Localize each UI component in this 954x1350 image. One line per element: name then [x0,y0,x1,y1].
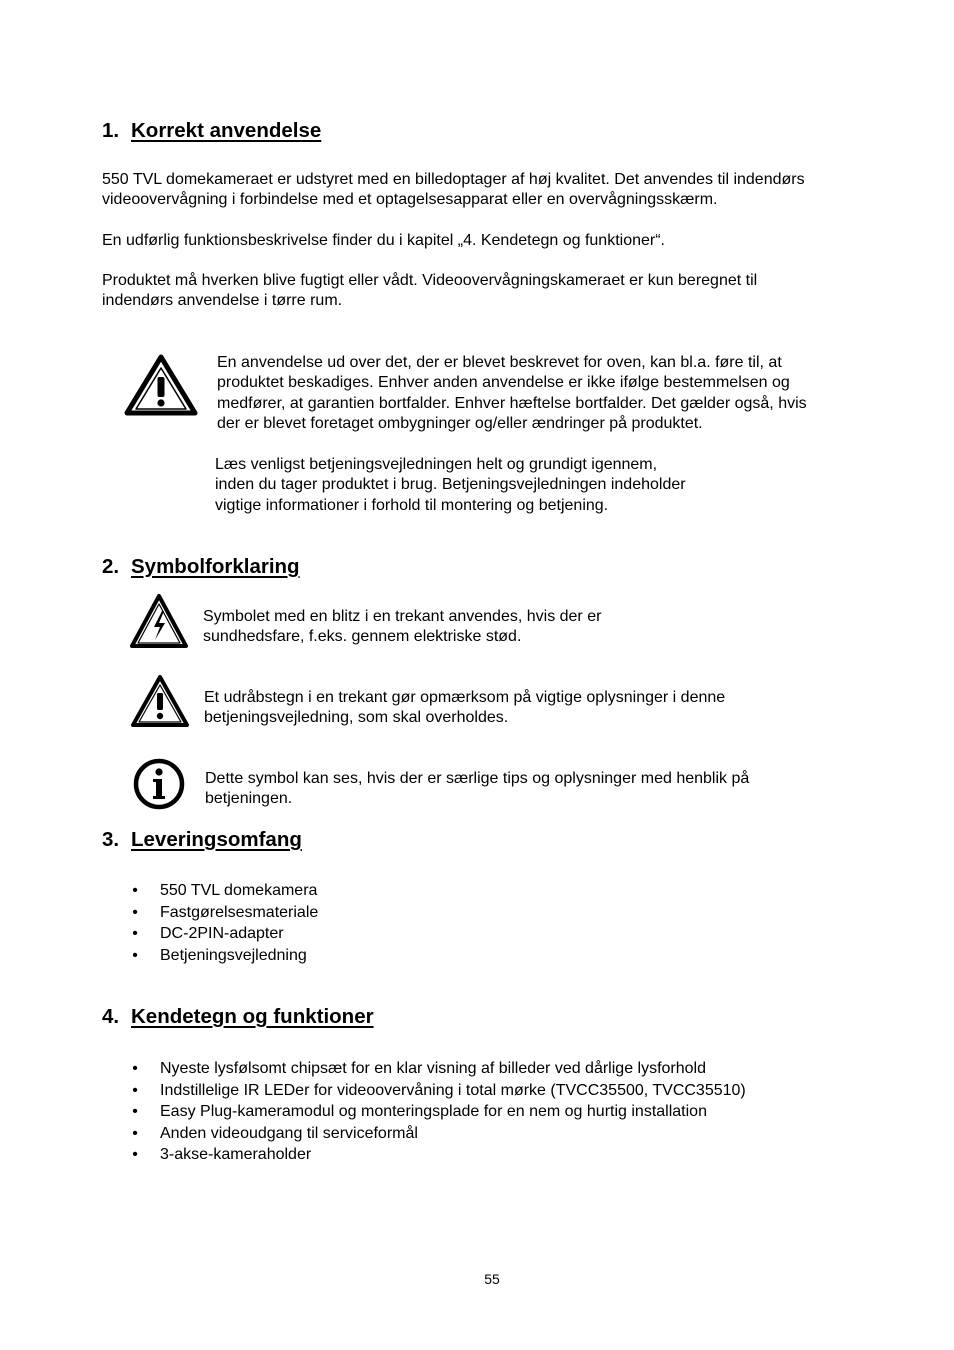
section-heading-4: 4. Kendetegn og funktioner [102,1005,374,1028]
intro-paragraph-2: En udførlig funktionsbeskrivelse finder du i kapitel „4. Kendetegn og funktioner“. [102,232,665,249]
features-list [130,1058,746,1166]
lightning-warning-icon [129,593,189,649]
list-item: • Indstillelige IR LEDer for videoovervåning i total mørke (TVCC35500, TVCC35510) [132,1081,746,1099]
intro-paragraph-1: 550 TVL domekameraet er udstyret med en billedoptager af høj kvalitet. Det anvendes til indendørs videoovervågning i forbindelse med et optagelsesapparat eller en overvågningsskærm. [102,171,805,209]
warning-exclamation-icon [124,354,198,416]
list-item: • Easy Plug-kameramodul og monteringsplade for en nem og hurtig installation [132,1103,707,1120]
symbol-info-text: Dette symbol kan ses, hvis der er særlige tips og oplysninger med henblik på betjeningen. [205,770,750,808]
exclamation-warning-icon [130,674,190,728]
symbol-exclamation-text: Et udråbstegn i en trekant gør opmærksom på vigtige oplysninger i denne betjeningsvejledning, som skal overholdes. [204,689,726,727]
intro-paragraph-3: Produktet må hverken blive fugtigt eller vådt. Videoovervågningskameraet er kun beregnet til indendørs anvendelse i tørre rum. [102,272,758,310]
warning-text: En anvendelse ud over det, der er blevet beskrevet for oven, kan bl.a. føre til, at produktet beskadiges. Enhver anden anvendelse er ikke ifølge bestemmelsen og medfører, at garantien bortfalder. Enhver hæftelse bortfalder. Det gælder også, hvis der er blevet foretaget ombygninger og/eller ændringer på produktet. [217,354,807,433]
info-icon [132,757,186,811]
page-number: 55 [484,1271,500,1287]
list-item: • DC-2PIN-adapter [132,925,284,942]
list-item: • 550 TVL domekamera [132,882,318,899]
list-item: • 3-akse-kameraholder [132,1146,312,1163]
list-item: • Anden videoudgang til serviceformål [132,1124,418,1142]
list-item: • Betjeningsvejledning [132,946,307,964]
section-heading-1: 1. Korrekt anvendelse [102,119,322,142]
section-heading-3: 3. Leveringsomfang [102,828,302,851]
symbol-lightning-text: Symbolet med en blitz i en trekant anvendes, hvis der er sundhedsfare, f.eks. gennem elektriske stød. [203,608,602,646]
list-item: • Fastgørelsesmateriale [132,903,319,921]
read-manual-text: Læs venligst betjeningsvejledningen helt og grundigt igennem, inden du tager produktet i brug. Betjeningsvejledningen indeholder vigtige informationer i forhold til montering og betjening. [215,456,686,514]
section-heading-2: 2. Symbolforklaring [102,555,300,578]
delivery-list [130,880,318,966]
list-item: • Nyeste lysfølsomt chipsæt for en klar visning af billeder ved dårlige lysforhold [132,1060,707,1077]
